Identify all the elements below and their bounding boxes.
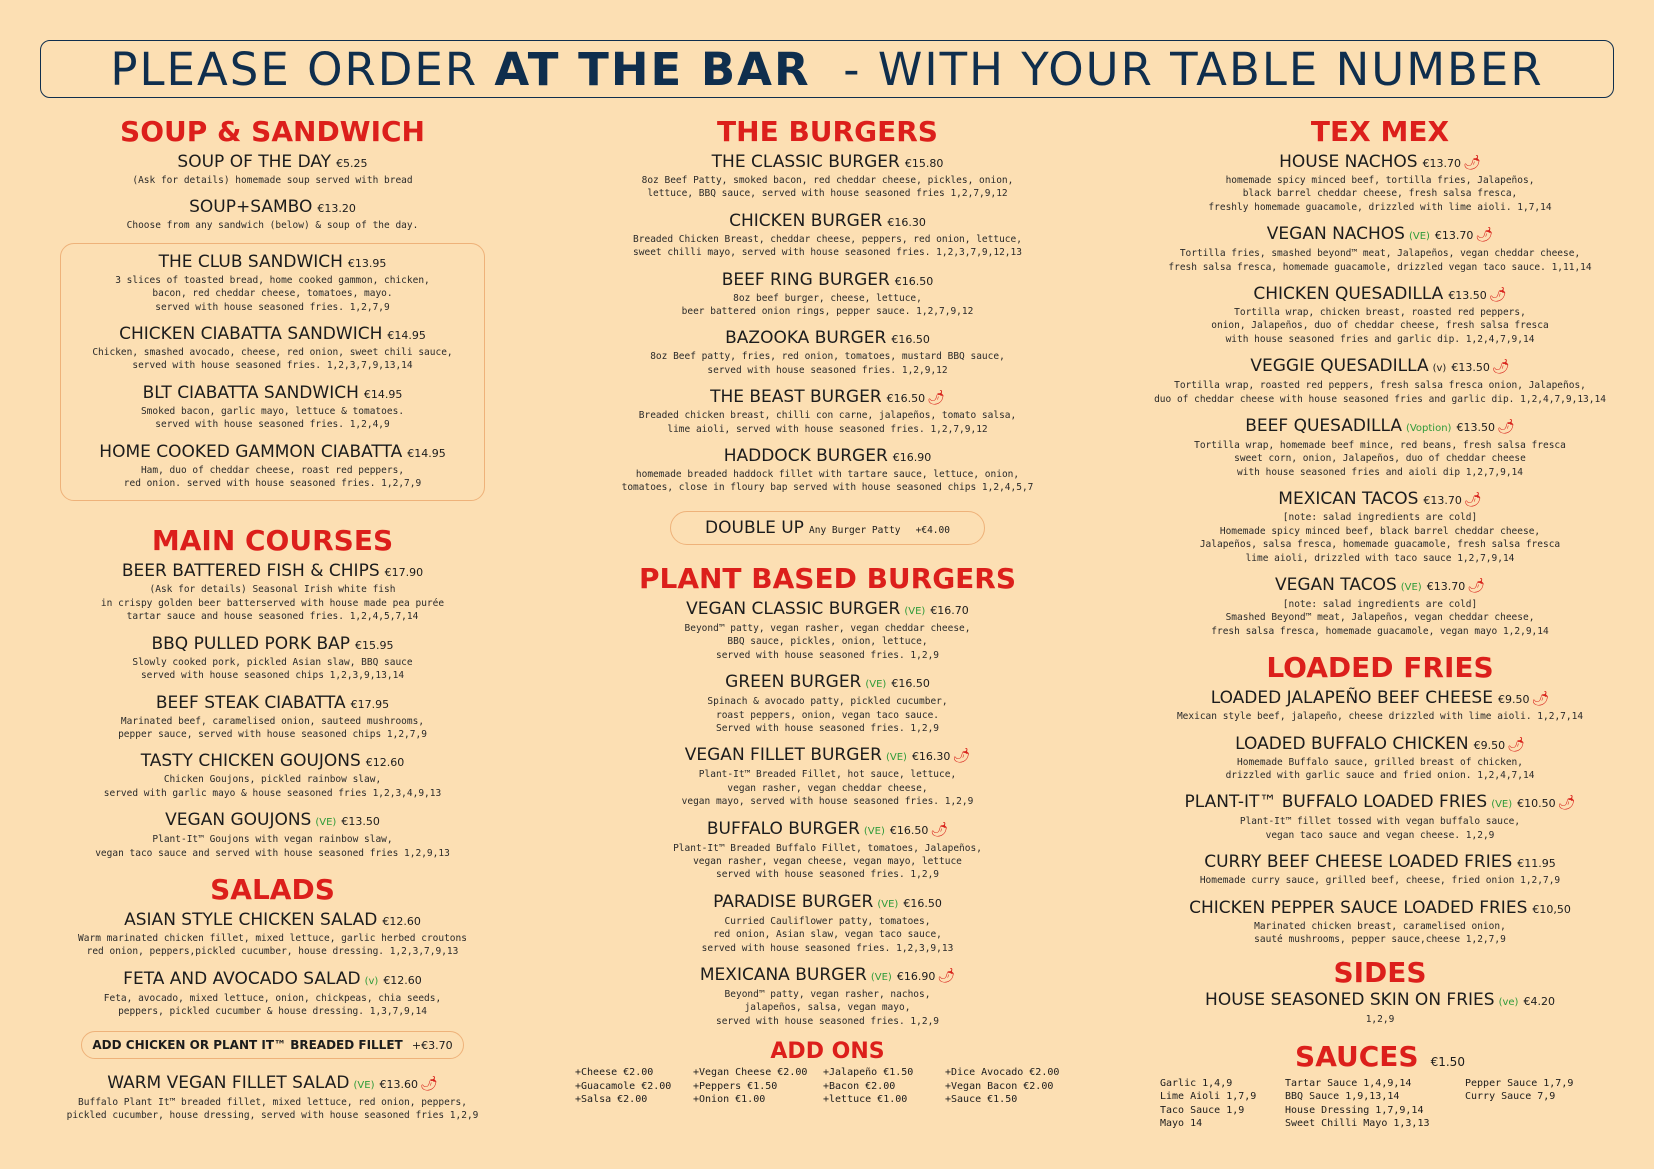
- chili-pepper-icon: 🌶: [1507, 736, 1525, 753]
- menu-item-price: €11.95: [1517, 857, 1556, 871]
- menu-item-description: Plant-It™ Goujons with vegan rainbow slaw, vegan taco sauce and served with house seasoned fries 1,2,9,13: [95, 834, 450, 859]
- menu-item: [560, 599, 1095, 662]
- menu-item-name: MEXICAN TACOS: [1278, 489, 1419, 510]
- menu-item-title: [1120, 224, 1640, 247]
- menu-item: [67, 252, 478, 314]
- menu-item-name: CURRY BEEF CHEESE LOADED FRIES: [1204, 852, 1513, 873]
- menu-item: [40, 693, 505, 742]
- add-ons-heading: ADD ONS: [770, 1039, 885, 1065]
- sauce-item: Tartar Sauce 1,4,9,14: [1285, 1077, 1412, 1089]
- menu-item: [1120, 284, 1640, 346]
- menu-item-price: €16.50: [894, 274, 934, 288]
- menu-item: [1120, 489, 1640, 565]
- menu-item-price: €15.95: [355, 638, 394, 652]
- menu-item-description: [note: salad ingredients are cold] Homemade spicy minced beef, black barrel cheddar cheese, Jalapeños, salsa fresca, homemade guacamole, fresh salsa fresca lime aioli, drizzled with taco sauce 1,2,7,9,14: [1199, 512, 1561, 564]
- vegan-tag: (VE): [865, 679, 887, 691]
- menu-item-price: €16.70: [930, 603, 969, 617]
- double-up-price: +€4.00: [915, 524, 950, 536]
- menu-item-description: Beyond™ patty, vegan rasher, nachos, jalapeños, salsa, vegan mayo, served with house seasoned fries. 1,2,9: [715, 988, 940, 1027]
- sauce-item: Pepper Sauce 1,7,9: [1465, 1077, 1574, 1089]
- menu-item-title: [1120, 575, 1640, 598]
- menu-item-price: €17.95: [350, 697, 390, 711]
- menu-item-description: Breaded Chicken Breast, cheddar cheese, peppers, red onion, lettuce, sweet chilli mayo, served with house seasoned fries. 1,2,3,7,9,12,13: [633, 233, 1022, 259]
- sauces-title-row: [1120, 1037, 1640, 1077]
- menu-item-description: Smoked bacon, garlic mayo, lettuce & tomatoes. served with house seasoned fries. 1,2,4,9: [140, 405, 405, 431]
- menu-item-name: BEEF RING BURGER: [721, 269, 890, 290]
- add-on-item: +Dice Avocado €2.00: [945, 1067, 1060, 1079]
- burgers-heading: THE BURGERS: [717, 115, 938, 148]
- menu-item-price: €13.50: [1456, 421, 1495, 435]
- menu-item-price: €15.80: [904, 157, 944, 170]
- menu-item-name: VEGAN FILLET BURGER: [684, 745, 882, 766]
- menu-item-title: [40, 693, 505, 715]
- menu-item-description: Marinated beef, caramelised onion, sauteed mushrooms, pepper sauce, served with house seasoned chips 1,2,7,9: [118, 715, 427, 740]
- menu-item-description: Spinach & avocado patty, pickled cucumber, roast peppers, onion, vegan taco sauce. Served with house seasoned fries. 1,2,9: [707, 696, 948, 734]
- menu-item: [560, 328, 1095, 377]
- menu-item: [67, 383, 478, 432]
- menu-item-name: THE BEAST BURGER: [710, 387, 882, 408]
- sauce-item: Sweet Chilli Mayo 1,3,13: [1285, 1118, 1430, 1129]
- menu-item-price: €13.70: [1434, 229, 1474, 243]
- sauce-item: Garlic 1,4,9: [1160, 1077, 1233, 1089]
- chili-pepper-icon: 🌶: [1467, 577, 1485, 594]
- menu-item: [1120, 734, 1640, 783]
- chili-pepper-icon: 🌶: [1531, 691, 1550, 708]
- menu-item-description: homemade spicy minced beef, tortilla fries, Jalapeños, black barrel cheddar cheese, fresh salsa fresca, freshly homemade guacamole, drizzled with lime aioli. 1,7,14: [1208, 175, 1552, 213]
- add-fillet-label: ADD CHICKEN OR PLANT IT™ BREADED FILLET: [92, 1037, 403, 1052]
- menu-item-title: [1120, 688, 1640, 710]
- menu-item-price: €13.70: [1423, 494, 1462, 508]
- menu-item-description: Beyond™ patty, vegan rasher, vegan cheddar cheese, BBQ sauce, pickles, onion, lettuce, served with house seasoned fries. 1,2,9: [684, 622, 971, 661]
- menu-item-title: [1120, 990, 1640, 1013]
- menu-item-title: [40, 634, 505, 656]
- menu-item-name: GREEN BURGER: [725, 672, 862, 693]
- vegan-tag: (VE): [353, 1079, 375, 1091]
- add-on-item: +Vegan Cheese €2.00: [693, 1067, 808, 1079]
- menu-item-description: [note: salad ingredients are cold] Smashed Beyond™ meat, Jalapeños, vegan cheddar cheese, fresh salsa fresca, homemade guacamole, vegan mayo 1,2,9,14: [1211, 598, 1549, 637]
- menu-item-description: 1,2,9: [1365, 1014, 1395, 1026]
- menu-item-name: HADDOCK BURGER: [723, 446, 888, 467]
- add-on-item: +Cheese €2.00: [575, 1067, 654, 1079]
- menu-item-price: €10.50: [1517, 797, 1556, 811]
- menu-item-description: Curried Cauliflower patty, tomatoes, red onion, Asian slaw, vegan taco sauce, served with house seasoned fries. 1,2,3,9,13: [701, 915, 954, 954]
- menu-item-name: VEGAN TACOS: [1275, 574, 1397, 595]
- menu-item-name: MEXICANA BURGER: [699, 964, 867, 985]
- menu-item-price: €13.95: [347, 256, 387, 270]
- menu-item: [1120, 990, 1640, 1026]
- menu-item-title: [1120, 852, 1640, 874]
- menu-item-price: €13.50: [1451, 361, 1490, 375]
- menu-item-title: [40, 969, 505, 992]
- add-fillet-option: [81, 1031, 463, 1059]
- menu-item-description: 8oz beef burger, cheese, lettuce, beer battered onion rings, pepper sauce. 1,2,7,9,12: [681, 292, 974, 318]
- sauce-item: [1465, 1117, 1595, 1130]
- menu-item-name: THE CLASSIC BURGER: [711, 152, 900, 172]
- menu-item-title: [560, 270, 1095, 292]
- soup-sandwich-heading: SOUP & SANDWICH: [120, 115, 425, 148]
- chili-pepper-icon: 🌶: [1475, 227, 1494, 244]
- main-courses-heading: MAIN COURSES: [151, 524, 394, 558]
- menu-item-price: €16.30: [911, 750, 951, 764]
- menu-item-price: €5.25: [336, 157, 368, 170]
- menu-item-description: 3 slices of toasted bread, home cooked gammon, chicken, bacon, red cheddar cheese, tomatoes, mayo. served with house seasoned fries. 1,2,7,9: [115, 274, 430, 313]
- menu-item-description: Homemade curry sauce, grilled beef, cheese, fried onion 1,2,7,9: [1199, 875, 1561, 887]
- add-fillet-price: +€3.70: [411, 1038, 453, 1052]
- menu-item-description: Breaded chicken breast, chilli con carne, jalapeños, tomato salsa, lime aioli, served with house seasoned fries. 1,2,7,9,12: [638, 410, 1017, 435]
- add-on-item: +Sauce €1.50: [945, 1094, 1018, 1105]
- menu-item-title: [40, 561, 505, 583]
- menu-item-name: SOUP OF THE DAY: [177, 152, 332, 172]
- menu-item: [1120, 792, 1640, 842]
- menu-item-name: PLANT-IT™ BUFFALO LOADED FRIES: [1184, 792, 1488, 813]
- menu-item-title: [560, 328, 1095, 350]
- menu-item-price: €17.90: [384, 566, 424, 580]
- double-up-option: [670, 511, 985, 545]
- menu-item-title: [560, 387, 1095, 409]
- menu-item-description: homemade breaded haddock fillet with tartare sauce, lettuce, onion, tomatoes, close in floury bap served with house seasoned chips 1,2,4,5,7: [621, 469, 1034, 494]
- menu-item-description: (Ask for details) Seasonal Irish white fish in crispy golden beer batterserved with house made pea purée tartar sauce and house seasoned fries. 1,2,4,5,7,14: [100, 584, 445, 623]
- menu-item-name: PARADISE BURGER: [713, 891, 874, 912]
- menu-item-description: 8oz Beef Patty, smoked bacon, red cheddar cheese, pickles, onion, lettuce, BBQ sauce, served with house seasoned fries 1,2,7,9,12: [641, 175, 1014, 200]
- menu-item-name: BAZOOKA BURGER: [725, 328, 887, 349]
- menu-item-description: Plant-It™ Breaded Buffalo Fillet, tomatoes, Jalapeños, vegan rasher, vegan cheese, vegan mayo, lettuce served with house seasoned fries. 1,2,9: [673, 842, 982, 881]
- menu-item-name: CHICKEN QUESADILLA: [1253, 284, 1444, 305]
- menu-item-title: [560, 745, 1095, 768]
- menu-item-name: LOADED JALAPEÑO BEEF CHEESE: [1210, 688, 1493, 709]
- menu-item: [1120, 898, 1640, 947]
- sandwich-box: [60, 243, 485, 502]
- menu-item: [40, 969, 505, 1019]
- menu-item-price: €16.50: [889, 823, 929, 837]
- menu-item: [40, 910, 505, 959]
- menu-item-description: 8oz Beef patty, fries, red onion, tomatoes, mustard BBQ sauce, served with house seasoned fries. 1,2,9,12: [650, 351, 1005, 376]
- vegan-tag: (ve): [1498, 997, 1519, 1009]
- menu-item-name: CHICKEN PEPPER SAUCE LOADED FRIES: [1189, 897, 1528, 918]
- middle-column: [560, 112, 1095, 1106]
- menu-item-name: BUFFALO BURGER: [706, 818, 860, 839]
- chili-pepper-icon: 🌶: [419, 1075, 438, 1092]
- sauces-price: €1.50: [1430, 1054, 1465, 1069]
- vegan-tag: (VE): [1408, 231, 1430, 243]
- sauce-item: Lime Aioli 1,7,9: [1160, 1091, 1257, 1103]
- menu-item-title: [40, 751, 505, 773]
- order-at-bar-banner: [40, 40, 1614, 98]
- vegan-tag: (VE): [877, 898, 899, 910]
- menu-item: [40, 561, 505, 623]
- chili-pepper-icon: 🌶: [937, 967, 956, 984]
- menu-item-title: [67, 252, 478, 274]
- menu-item-title: [560, 446, 1095, 468]
- menu-item-description: (Ask for details) homemade soup served with bread: [132, 175, 413, 186]
- menu-item-description: Chicken, smashed avocado, cheese, red onion, sweet chili sauce, served with house seasoned fries. 1,2,3,7,9,13,14: [92, 347, 453, 372]
- chili-pepper-icon: 🌶: [1557, 795, 1576, 812]
- menu-item-title: [67, 442, 478, 464]
- menu-item-title: [1120, 792, 1640, 815]
- chili-pepper-icon: 🌶: [1496, 419, 1515, 436]
- menu-item-title: [1120, 416, 1640, 439]
- sauce-item: [1465, 1104, 1595, 1117]
- chili-pepper-icon: 🌶: [930, 821, 949, 838]
- menu-item-price: €13.60: [379, 1077, 418, 1091]
- chili-pepper-icon: 🌶: [1463, 492, 1482, 509]
- menu-item-name: THE CLUB SANDWICH: [158, 251, 343, 272]
- add-ons-list: [575, 1066, 1095, 1106]
- menu-item-description: Tortilla wrap, chicken breast, roasted red peppers, onion, Jalapeños, duo of cheddar cheese, fresh salsa fresca with house seasoned fries and garlic dip. 1,2,4,7,9,14: [1211, 307, 1549, 345]
- loaded-fries-heading: LOADED FRIES: [1266, 651, 1494, 685]
- menu-item-price: €13.70: [1426, 579, 1466, 593]
- menu-item-title: [1120, 898, 1640, 920]
- menu-item-price: €12.60: [383, 973, 422, 987]
- add-on-item: +lettuce €1.00: [823, 1094, 908, 1105]
- menu-item-title: [67, 383, 478, 405]
- vegan-tag: (v): [364, 975, 379, 987]
- banner-post: - WITH YOUR TABLE NUMBER: [810, 42, 1544, 96]
- left-column: [40, 112, 505, 1132]
- menu-item: [560, 892, 1095, 955]
- menu-item-title: [560, 819, 1095, 842]
- menu-item-title: [1120, 284, 1640, 306]
- menu-item-price: €16.90: [892, 451, 932, 465]
- menu-item: [560, 745, 1095, 808]
- menu-item: [560, 446, 1095, 495]
- menu-item: [1120, 356, 1640, 406]
- menu-item-name: VEGAN NACHOS: [1266, 224, 1405, 245]
- double-up-desc: Any Burger Patty: [809, 524, 901, 536]
- menu-item-description: Buffalo Plant It™ breaded fillet, mixed lettuce, red onion, peppers, pickled cucumber, house dressing, served with house seasoned fries 1,2,9: [66, 1096, 479, 1121]
- menu-item-description: Plant-It™ Breaded Fillet, hot sauce, lettuce, vegan rasher, vegan cheddar cheese, vegan mayo, served with house seasoned fries. 1,2,9: [681, 769, 974, 808]
- menu-item-price: €16.50: [903, 896, 942, 910]
- menu-item-price: €4.20: [1523, 995, 1555, 1009]
- menu-item-name: BEEF QUESADILLA: [1245, 416, 1402, 437]
- menu-item-description: Tortilla wrap, homemade beef mince, red beans, fresh salsa fresca sweet corn, onion, Jalapeños, duo of cheddar cheese with house seasoned fries and aioli dip 1,2,7,9,14: [1194, 440, 1566, 478]
- add-on-item: +Salsa €2.00: [575, 1094, 648, 1105]
- menu-item: [1120, 575, 1640, 638]
- menu-item: [1120, 416, 1640, 479]
- tex-mex-heading: TEX MEX: [1310, 115, 1450, 148]
- menu-item: [1120, 688, 1640, 723]
- menu-item-title: [560, 965, 1095, 988]
- menu-item-name: BLT CIABATTA SANDWICH: [142, 382, 359, 403]
- menu-item-description: Mexican style beef, jalapeño, cheese drizzled with lime aioli. 1,2,7,14: [1176, 711, 1584, 723]
- chili-pepper-icon: 🌶: [927, 390, 945, 407]
- chili-pepper-icon: 🌶: [1491, 359, 1510, 376]
- menu-item: [560, 270, 1095, 319]
- menu-item-title: [1120, 489, 1640, 511]
- menu-item-description: Tortilla wrap, roasted red peppers, fresh salsa fresca onion, Jalapeños, duo of cheddar cheese with house seasoned fries and garlic dip. 1,2,4,7,9,13,14: [1154, 380, 1606, 405]
- sauce-item: Taco Sauce 1,9: [1160, 1104, 1245, 1116]
- menu-item-name: HOUSE SEASONED SKIN ON FRIES: [1205, 990, 1495, 1011]
- menu-item-price: €13.20: [317, 202, 356, 216]
- menu-item: [67, 324, 478, 373]
- menu-item-price: €13.50: [341, 815, 380, 829]
- menu-item-title: [40, 810, 505, 833]
- menu-item-title: [1120, 152, 1640, 174]
- menu-item-name: LOADED BUFFALO CHICKEN: [1235, 733, 1469, 754]
- vegan-tag: (VE): [870, 971, 892, 983]
- menu-item-price: €12.60: [382, 914, 421, 928]
- menu-item-name: BEER BATTERED FISH & CHIPS: [121, 561, 380, 582]
- menu-item: [1120, 852, 1640, 887]
- menu-item-price: €13.50: [1448, 289, 1487, 303]
- menu-item-price: €13.70: [1422, 157, 1462, 170]
- menu-item-description: Chicken Goujons, pickled rainbow slaw, served with garlic mayo & house seasoned fries 1,2,3,4,9,13: [103, 774, 442, 799]
- menu-item: [560, 965, 1095, 1028]
- menu-item-description: Choose from any sandwich (below) & soup of the day.: [126, 220, 419, 232]
- menu-item-price: €14.95: [407, 446, 446, 460]
- menu-item: [560, 672, 1095, 735]
- menu-item-title: [560, 599, 1095, 622]
- menu-item: [40, 152, 505, 187]
- double-up-name: DOUBLE UP: [705, 517, 804, 538]
- menu-item-title: [40, 910, 505, 932]
- menu-item: [560, 152, 1095, 201]
- menu-item: [1120, 224, 1640, 274]
- menu-item-name: TASTY CHICKEN GOUJONS: [140, 751, 361, 772]
- sauces-heading: SAUCES: [1295, 1039, 1419, 1073]
- menu-item: [1120, 152, 1640, 214]
- sauce-item: Mayo 14: [1160, 1118, 1203, 1129]
- add-on-item: +Peppers €1.50: [693, 1080, 778, 1092]
- menu-item: [560, 211, 1095, 260]
- menu-item-title: [560, 672, 1095, 695]
- menu-item-description: Tortilla fries, smashed beyond™ meat, Jalapeños, vegan cheddar cheese, fresh salsa fresca, homemade guacamole, drizzled vegan taco sauce. 1,11,14: [1168, 248, 1592, 273]
- menu-item-price: €16.90: [896, 969, 936, 983]
- vegan-tag: (VE): [1491, 799, 1513, 811]
- add-on-item: +Onion €1.00: [693, 1094, 766, 1105]
- plant-based-heading: PLANT BASED BURGERS: [638, 561, 1017, 595]
- sauce-item: BBQ Sauce 1,9,13,14: [1285, 1091, 1400, 1103]
- menu-item: [40, 751, 505, 800]
- menu-item-name: VEGAN GOUJONS: [165, 810, 312, 831]
- menu-item: [560, 387, 1095, 436]
- menu-item-price: €9.50: [1473, 738, 1506, 752]
- menu-item-name: VEGGIE QUESADILLA: [1250, 356, 1429, 377]
- menu-item-description: Ham, duo of cheddar cheese, roast red peppers, red onion. served with house seasoned fries. 1,2,7,9: [123, 464, 422, 490]
- vegetarian-tag: (v): [1432, 363, 1447, 375]
- menu-item-price: €12.60: [365, 756, 405, 770]
- menu-item-name: CHICKEN BURGER: [729, 210, 883, 231]
- menu-item-title: [560, 211, 1095, 233]
- vegan-tag: (VE): [315, 817, 337, 829]
- menu-item-name: FETA AND AVOCADO SALAD: [123, 968, 361, 989]
- menu-item: [40, 197, 505, 232]
- chili-pepper-icon: 🌶: [952, 748, 971, 765]
- menu-item: [67, 442, 478, 491]
- menu-item: [40, 634, 505, 683]
- menu-item-title: [1120, 356, 1640, 379]
- sauces-list: [1160, 1077, 1640, 1131]
- menu-item-price: €14.95: [387, 329, 426, 343]
- menu-item-description: Warm marinated chicken fillet, mixed lettuce, garlic herbed croutons red onion, peppers,pickled cucumber, house dressing. 1,2,3,7,9,13: [78, 932, 467, 958]
- vegan-tag: (VE): [904, 605, 926, 617]
- menu-item-name: SOUP+SAMBO: [189, 197, 313, 218]
- vegan-tag: (VE): [885, 752, 907, 764]
- menu-item-description: Marinated chicken breast, caramelised onion, sauté mushrooms, pepper sauce,cheese 1,2,7,9: [1254, 920, 1506, 945]
- vegan-tag: (VE): [1400, 581, 1422, 593]
- menu-item: [560, 819, 1095, 882]
- chili-pepper-icon: 🌶: [1488, 287, 1507, 304]
- chili-pepper-icon: 🌶: [1463, 155, 1481, 171]
- menu-item-name: WARM VEGAN FILLET SALAD: [107, 1072, 350, 1093]
- menu-item-title: [560, 152, 1095, 174]
- banner-pre: PLEASE ORDER: [110, 42, 495, 96]
- menu-item-name: BEEF STEAK CIABATTA: [155, 692, 346, 713]
- menu-item-name: BBQ PULLED PORK BAP: [151, 633, 351, 654]
- salads-heading: SALADS: [210, 872, 335, 906]
- add-on-item: +Bacon €2.00: [823, 1080, 896, 1092]
- vegan-tag: (Voption): [1405, 423, 1452, 435]
- menu-item-title: [67, 324, 478, 346]
- menu-item-price: €14.95: [363, 387, 403, 401]
- menu-item-price: €9.50: [1497, 693, 1530, 707]
- menu-item: [40, 1073, 505, 1123]
- sides-heading: SIDES: [1333, 956, 1427, 990]
- menu-item-price: €16.50: [886, 392, 926, 406]
- add-on-item: +Jalapeño €1.50: [823, 1067, 914, 1079]
- add-on-item: +Vegan Bacon €2.00: [945, 1080, 1054, 1092]
- menu-item-price: €10,50: [1532, 902, 1571, 916]
- menu-item-name: CHICKEN CIABATTA SANDWICH: [119, 324, 383, 345]
- menu-item-description: Slowly cooked pork, pickled Asian slaw, BBQ sauce served with house seasoned chips 1,2,3,9,13,14: [132, 656, 413, 682]
- menu-item-price: €16.30: [887, 215, 926, 229]
- menu-item-name: HOUSE NACHOS: [1279, 152, 1418, 172]
- menu-item-name: ASIAN STYLE CHICKEN SALAD: [124, 909, 378, 930]
- menu-item-name: HOME COOKED GAMMON CIABATTA: [99, 441, 403, 462]
- vegan-tag: (VE): [863, 825, 885, 837]
- menu-item-title: [1120, 734, 1640, 756]
- menu-item-description: Homemade Buffalo sauce, grilled breast of chicken, drizzled with garlic sauce and fried onion. 1,2,4,7,14: [1225, 756, 1535, 781]
- menu-item-title: [40, 1073, 505, 1096]
- menu-item-title: [40, 152, 505, 174]
- menu-item-title: [560, 892, 1095, 915]
- menu-item-description: Plant-It™ fillet tossed with vegan buffalo sauce, vegan taco sauce and vegan cheese. 1,2,9: [1239, 816, 1521, 841]
- menu-item-price: €16.50: [891, 677, 930, 691]
- menu-item-description: Feta, avocado, mixed lettuce, onion, chickpeas, chia seeds, peppers, pickled cucumber & house dressing. 1,3,7,9,14: [103, 992, 442, 1018]
- menu-item-title: [40, 197, 505, 219]
- sauce-item: House Dressing 1,7,9,14: [1285, 1104, 1424, 1116]
- menu-item: [40, 810, 505, 860]
- add-on-item: +Guacamole €2.00: [575, 1080, 672, 1092]
- right-column: [1120, 112, 1640, 1130]
- banner-bold: AT THE BAR: [494, 42, 811, 96]
- menu-item-price: €16.50: [891, 333, 930, 347]
- sauce-item: Curry Sauce 7,9: [1465, 1091, 1556, 1103]
- menu-item-name: VEGAN CLASSIC BURGER: [686, 598, 901, 619]
